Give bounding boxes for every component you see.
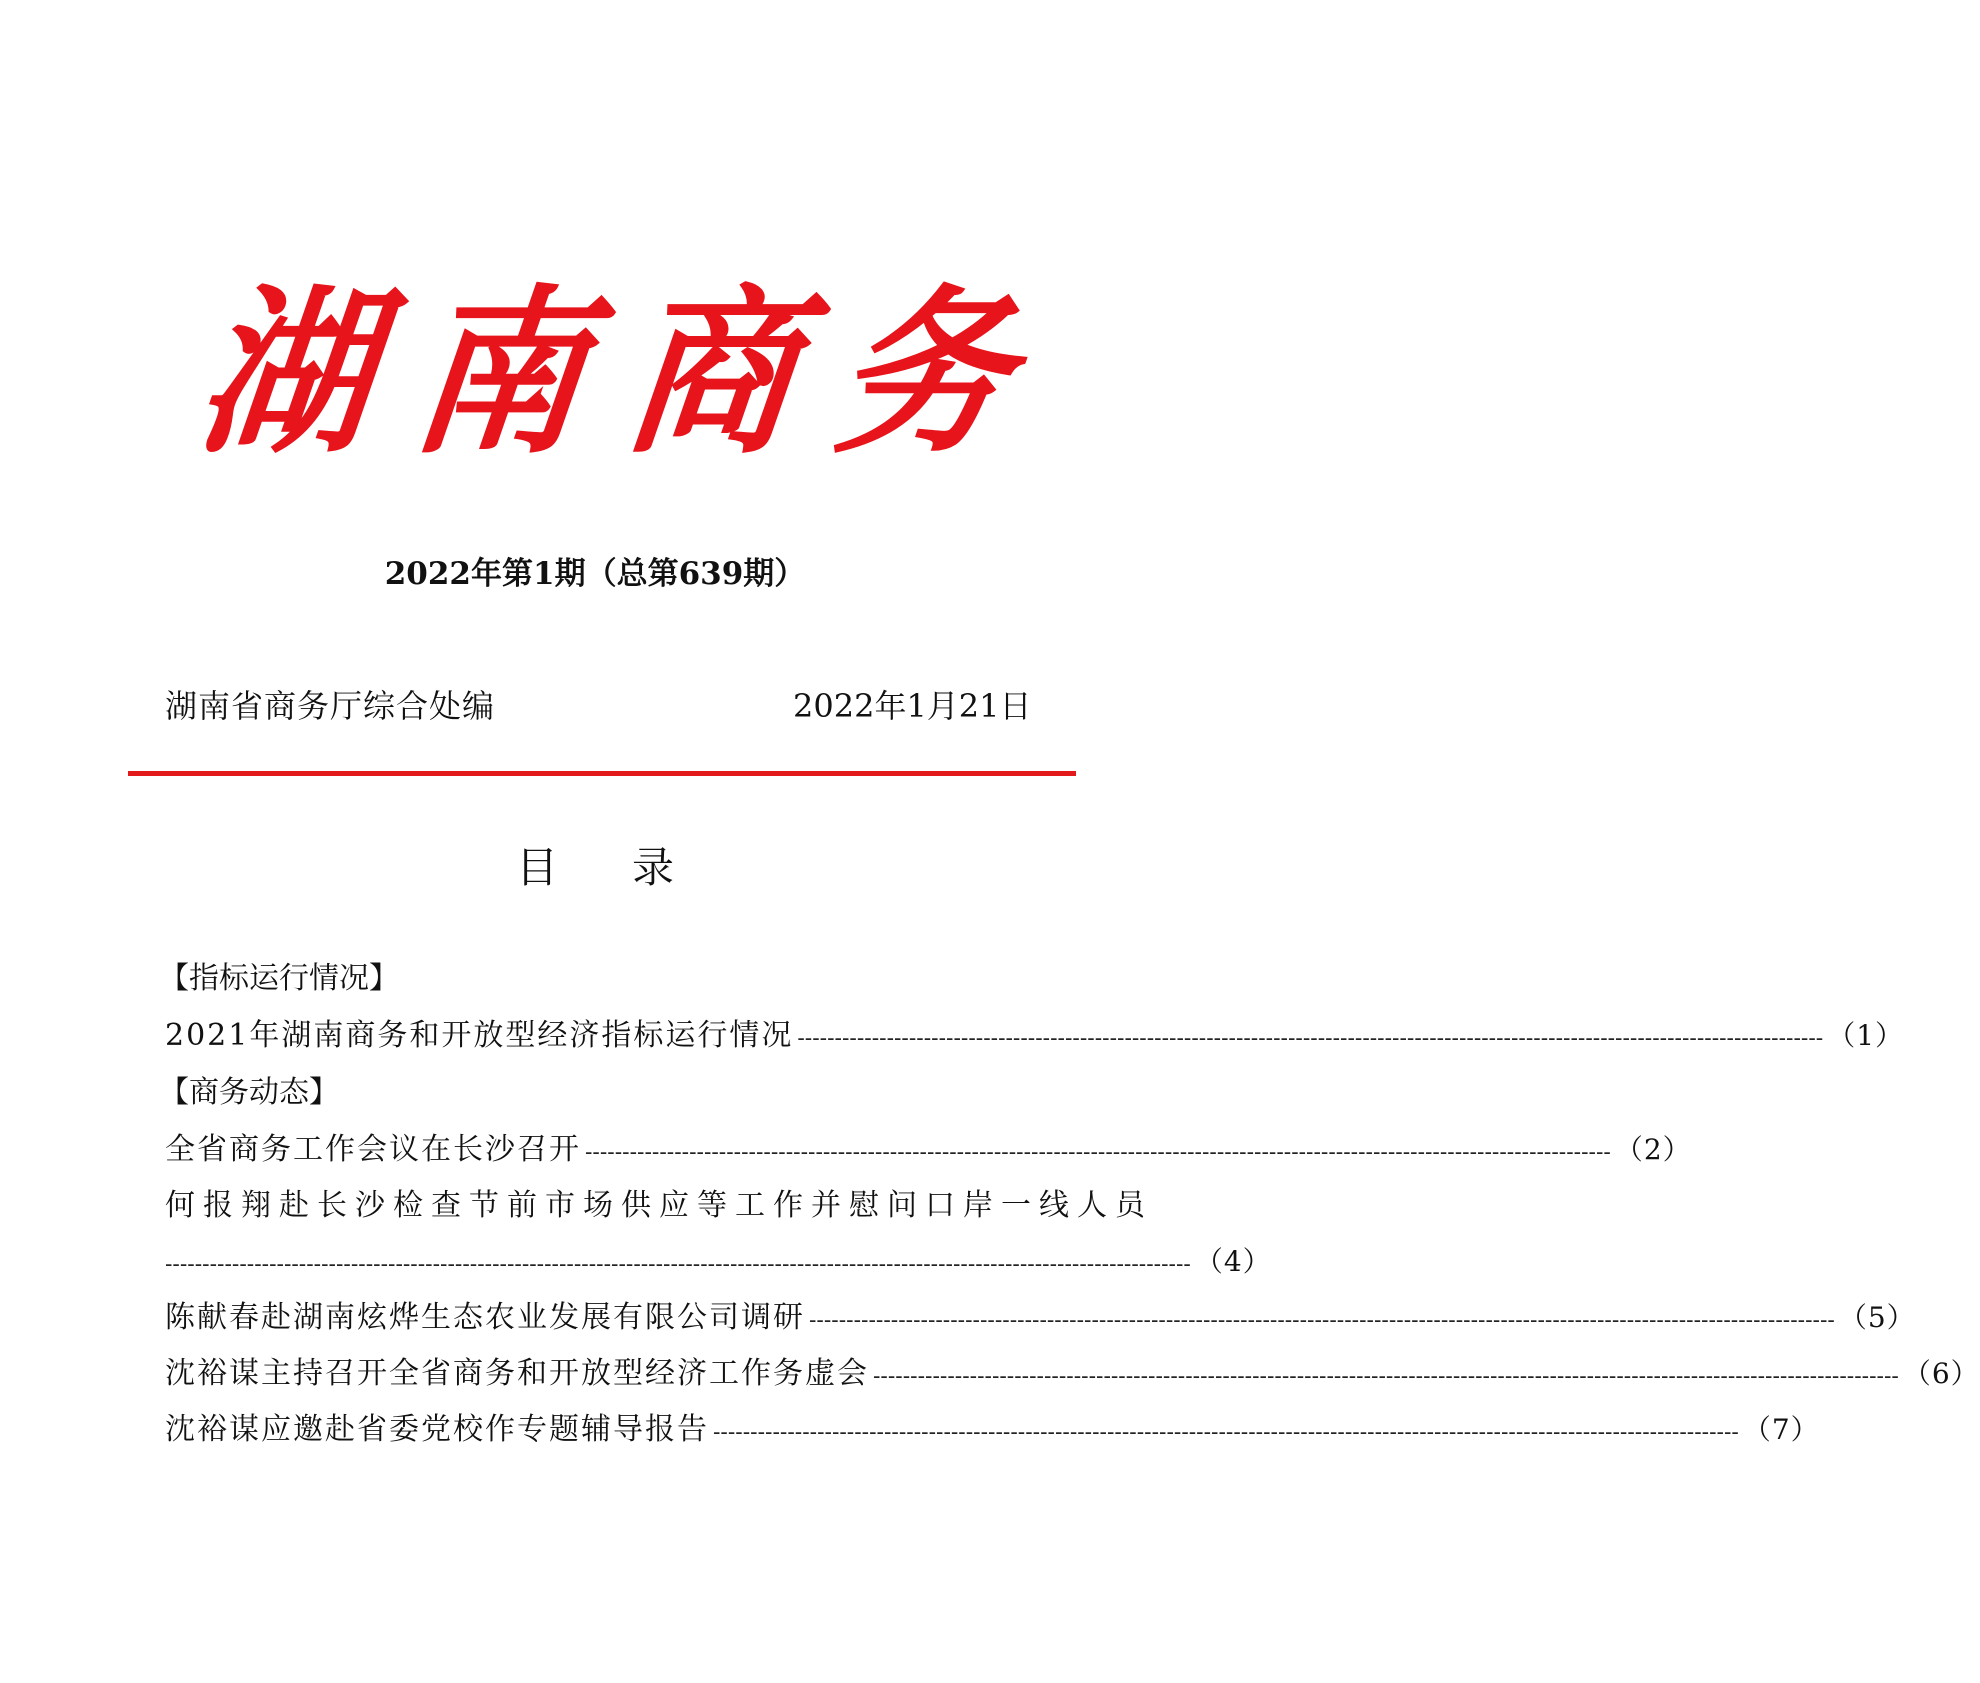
toc-entry-page: （1） xyxy=(1827,1019,1905,1052)
table-of-contents xyxy=(159,950,1980,1458)
toc-leader: ------------------------------------------------------------------------------------------------------------------------------------------ xyxy=(713,1420,1739,1445)
toc-entry-title: 陈献春赴湖南炫烨生态农业发展有限公司调研 xyxy=(165,1300,805,1335)
toc-entry[interactable] xyxy=(165,1122,1692,1178)
toc-entry[interactable] xyxy=(165,1346,1980,1402)
toc-leader: ------------------------------------------------------------------------------------------------------------------------------------------ xyxy=(809,1308,1835,1333)
editor-line: 湖南省商务厅综合处编 xyxy=(165,687,496,725)
masthead-char: 务 xyxy=(826,266,1022,479)
publication-date: 2022年1月21日 xyxy=(793,687,1032,725)
toc-entry-continuation[interactable] xyxy=(165,1234,1272,1290)
toc-entry-title: 全省商务工作会议在长沙召开 xyxy=(165,1132,581,1167)
toc-entry-title: 何报翔赴长沙检查节前市场供应等工作并慰问口岸一线人员 xyxy=(165,1188,1153,1223)
masthead-char: 湖 xyxy=(188,266,384,479)
toc-entry[interactable] xyxy=(165,1178,1153,1234)
toc-leader: ------------------------------------------------------------------------------------------------------------------------------------------ xyxy=(585,1140,1611,1165)
toc-title-char: 目 xyxy=(515,843,558,892)
toc-entry-page: （5） xyxy=(1838,1301,1916,1334)
masthead-char: 商 xyxy=(614,266,809,479)
toc-leader: ------------------------------------------------------------------------------------------------------------------------------------------ xyxy=(165,1252,1191,1277)
masthead xyxy=(188,266,1022,479)
toc-entry-title: 沈裕谋应邀赴省委党校作专题辅导报告 xyxy=(165,1412,709,1447)
toc-leader: ------------------------------------------------------------------------------------------------------------------------------------------ xyxy=(797,1026,1824,1051)
toc-section-heading: 【商务动态】 xyxy=(159,1075,339,1110)
toc-entry-page: （4） xyxy=(1194,1245,1272,1278)
toc-entry-title: 2021年湖南商务和开放型经济指标运行情况 xyxy=(165,1018,794,1053)
toc-entry-page: （6） xyxy=(1902,1357,1980,1390)
toc-entry[interactable] xyxy=(165,1290,1916,1346)
toc-section-heading: 【指标运行情况】 xyxy=(159,961,399,996)
masthead-char: 南 xyxy=(401,266,596,479)
toc-entry-page: （2） xyxy=(1614,1133,1692,1166)
header-divider xyxy=(128,771,1076,776)
toc-title xyxy=(0,835,1190,895)
toc-title-char: 录 xyxy=(632,843,675,892)
toc-leader: ------------------------------------------------------------------------------------------------------------------------------------------ xyxy=(873,1364,1899,1389)
toc-entry-page: （7） xyxy=(1742,1413,1820,1446)
toc-entry[interactable] xyxy=(165,1402,1820,1458)
toc-entry[interactable] xyxy=(165,1008,1905,1064)
toc-entry-title: 沈裕谋主持召开全省商务和开放型经济工作务虚会 xyxy=(165,1356,869,1391)
issue-number: 2022年第1期（总第639期） xyxy=(384,556,806,592)
